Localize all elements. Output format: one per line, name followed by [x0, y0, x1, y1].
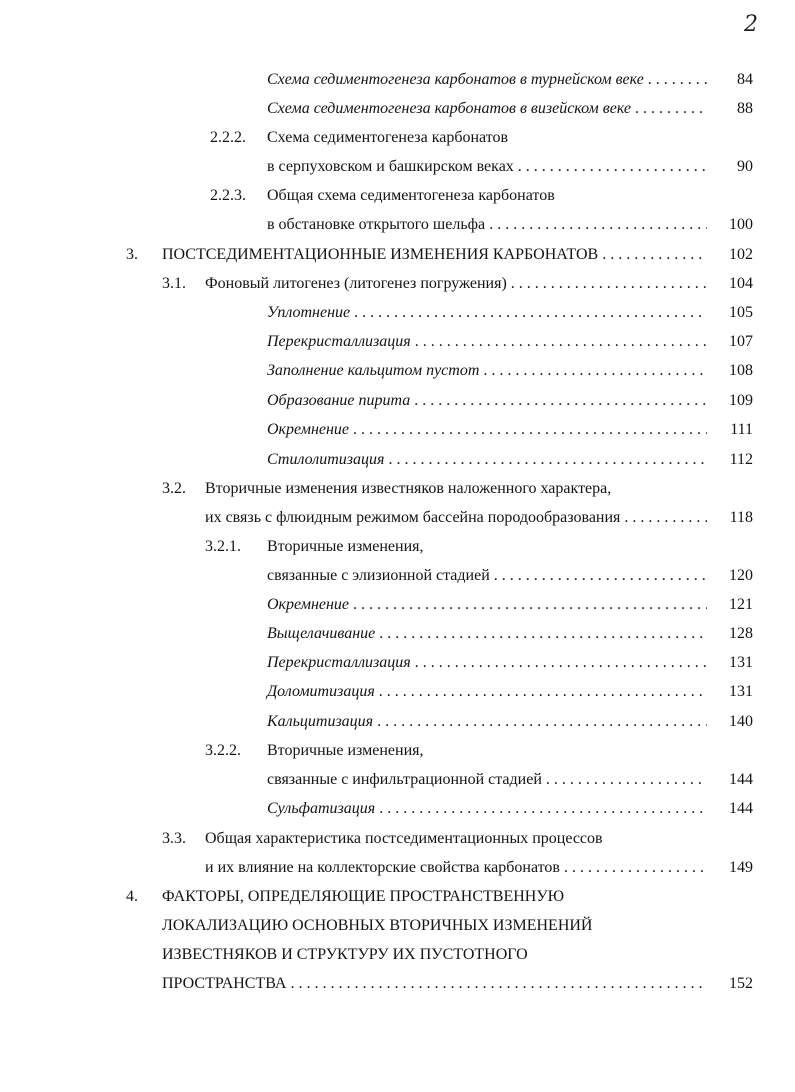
toc-entry-title: ПРОСТРАНСТВА	[162, 975, 287, 992]
toc-entry	[162, 245, 753, 267]
toc-leader-dots	[290, 974, 707, 994]
toc-entry-title: Перекристаллизация	[267, 654, 411, 671]
toc-entry-title: Схема седиментогенеза карбонатов в визейском веке	[267, 100, 631, 117]
toc-entry-title: Вторичные изменения,	[267, 538, 424, 555]
toc-entry-title: Общая характеристика постседиментационных процессов	[205, 830, 603, 847]
toc-leader-dots	[354, 303, 707, 323]
toc-entry-page: 149	[729, 859, 753, 876]
toc-entry-title: Выщелачивание	[267, 625, 376, 642]
toc-entry-page: 128	[729, 625, 753, 642]
toc-entry	[267, 332, 753, 354]
toc-leader-dots	[388, 450, 707, 470]
section-number: 3.2.1.	[205, 538, 241, 555]
toc-entry-line	[205, 479, 753, 501]
toc-entry-title: Вторичные изменения известняков наложенного характера,	[205, 480, 612, 497]
toc-leader-dots	[353, 595, 707, 615]
toc-leader-dots	[414, 391, 707, 411]
toc-leader-dots	[546, 770, 707, 790]
toc-entry-title: связанные с инфильтрационной стадией	[267, 771, 542, 788]
toc-entry	[267, 361, 753, 383]
toc-leader-dots	[379, 624, 707, 644]
section-number: 3.2.2.	[205, 742, 241, 759]
page-number: 2	[744, 12, 758, 37]
toc-entry	[205, 274, 753, 296]
toc-entry-page: 88	[737, 100, 753, 117]
toc-entry-page: 118	[729, 509, 753, 526]
toc-entry-title: Кальцитизация	[267, 713, 374, 730]
toc-leader-dots	[353, 420, 707, 440]
toc-entry-line	[267, 128, 753, 150]
toc-entry	[205, 508, 753, 530]
toc-entry-page: 108	[729, 362, 753, 379]
section-number: 2.2.2.	[210, 129, 246, 146]
toc-entry-page: 131	[729, 654, 753, 671]
toc-entry	[267, 215, 753, 237]
toc-leader-dots	[415, 332, 707, 352]
toc-leader-dots	[511, 274, 707, 294]
toc-leader-dots	[379, 799, 707, 819]
toc-entry-page: 102	[729, 246, 753, 263]
toc-leader-dots	[494, 566, 707, 586]
toc-leader-dots	[379, 682, 707, 702]
toc-entry-title: Окремнение	[267, 596, 350, 613]
toc-entry	[267, 799, 753, 821]
toc-entry	[267, 653, 753, 675]
toc-entry-title: ФАКТОРЫ, ОПРЕДЕЛЯЮЩИЕ ПРОСТРАНСТВЕННУЮ	[162, 888, 565, 905]
toc-entry-page: 107	[729, 333, 753, 350]
section-number: 3.2.	[162, 480, 186, 497]
toc-entry	[267, 303, 753, 325]
toc-entry-title: в обстановке открытого шельфа	[267, 216, 486, 233]
toc-entry-page: 90	[737, 158, 753, 175]
toc-entry	[267, 712, 753, 734]
toc-entry-title: Перекристаллизация	[267, 333, 411, 350]
toc-entry-page: 100	[729, 216, 753, 233]
toc-entry-title: Схема седиментогенеза карбонатов в турнейском веке	[267, 71, 644, 88]
toc-entry-title: Сульфатизация	[267, 800, 376, 817]
toc-entry-title: Общая схема седиментогенеза карбонатов	[267, 187, 555, 204]
toc-entry	[267, 420, 753, 442]
toc-entry-page: 144	[729, 800, 753, 817]
toc-entry-title: ЛОКАЛИЗАЦИЮ ОСНОВНЫХ ВТОРИЧНЫХ ИЗМЕНЕНИЙ	[162, 917, 593, 934]
toc-entry-page: 144	[729, 771, 753, 788]
toc-entry-line	[162, 887, 753, 909]
toc-entry	[205, 858, 753, 880]
toc-entry-line	[267, 537, 753, 559]
toc-entry	[267, 595, 753, 617]
toc-entry	[267, 770, 753, 792]
toc-entry-page: 140	[729, 713, 753, 730]
toc-entry-page: 120	[729, 567, 753, 584]
section-number: 2.2.3.	[210, 187, 246, 204]
toc-leader-dots	[489, 215, 707, 235]
toc-leader-dots	[518, 157, 707, 177]
toc-entry-title: ПОСТСЕДИМЕНТАЦИОННЫЕ ИЗМЕНЕНИЯ КАРБОНАТОВ	[162, 246, 599, 263]
section-number: 3.3.	[162, 830, 186, 847]
toc-leader-dots	[483, 361, 707, 381]
toc-entry-title: Фоновый литогенез (литогенез погружения)	[205, 275, 507, 292]
toc-entry-title: Окремнение	[267, 421, 350, 438]
toc-entry-page: 131	[729, 683, 753, 700]
toc-entry-title: Вторичные изменения,	[267, 742, 424, 759]
toc-entry	[162, 974, 753, 996]
toc-entry-title: и их влияние на коллекторские свойства карбонатов	[205, 859, 560, 876]
toc-entry-page: 112	[729, 451, 753, 468]
toc-entry-page: 111	[730, 421, 753, 438]
toc-entry-line	[162, 916, 753, 938]
toc-entry-line	[267, 186, 753, 208]
toc-leader-dots	[564, 858, 707, 878]
toc-entry	[267, 157, 753, 179]
toc-entry-page: 84	[737, 71, 753, 88]
toc-entry-page: 109	[729, 392, 753, 409]
toc-leader-dots	[624, 508, 707, 528]
toc-entry-title: Стилолитизация	[267, 451, 385, 468]
toc-leader-dots	[415, 653, 707, 673]
toc-entry-title: их связь с флюидным режимом бассейна породообразования	[205, 509, 621, 526]
toc-leader-dots	[602, 245, 707, 265]
toc-leader-dots	[648, 70, 707, 90]
toc-leader-dots	[377, 712, 707, 732]
chapter-number: 4.	[126, 888, 138, 905]
toc-entry	[267, 566, 753, 588]
toc-entry	[267, 99, 753, 121]
toc-entry-title: Схема седиментогенеза карбонатов	[267, 129, 509, 146]
toc-entry-title: Доломитизация	[267, 683, 375, 700]
toc-entry-page: 152	[729, 975, 753, 992]
toc-entry	[267, 70, 753, 92]
toc-entry-title: связанные с элизионной стадией	[267, 567, 490, 584]
toc-entry-line	[162, 945, 753, 967]
toc-entry-line	[267, 741, 753, 763]
toc-entry-page: 104	[729, 275, 753, 292]
section-number: 3.1.	[162, 275, 186, 292]
toc-leader-dots	[635, 99, 707, 119]
toc-entry-title: ИЗВЕСТНЯКОВ И СТРУКТУРУ ИХ ПУСТОТНОГО	[162, 946, 528, 963]
toc-entry-title: в серпуховском и башкирском веках	[267, 158, 514, 175]
toc-entry-title: Образование пирита	[267, 392, 411, 409]
toc-entry-page: 105	[729, 304, 753, 321]
toc-entry-page: 121	[729, 596, 753, 613]
toc-entry	[267, 624, 753, 646]
toc-entry-line	[205, 829, 753, 851]
toc-entry	[267, 682, 753, 704]
toc-entry-title: Уплотнение	[267, 304, 351, 321]
toc-entry	[267, 450, 753, 472]
toc-entry-title: Заполнение кальцитом пустот	[267, 362, 480, 379]
chapter-number: 3.	[126, 246, 138, 263]
toc-entry	[267, 391, 753, 413]
